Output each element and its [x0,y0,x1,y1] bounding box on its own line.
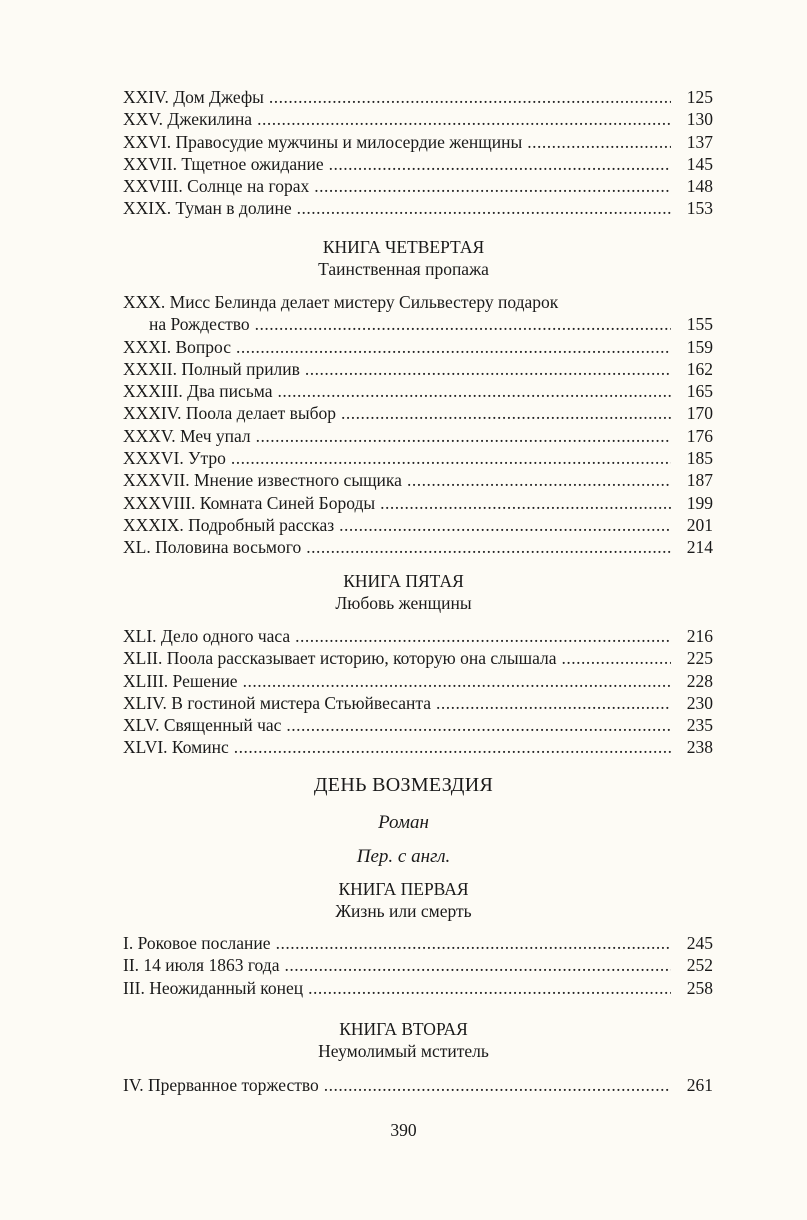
book1-heading: КНИГА ПЕРВАЯ [338,879,469,899]
toc-entry [123,380,713,402]
toc-leader-dots [286,714,671,736]
toc-entry-page: 170 [686,403,713,424]
toc-entry-page: 187 [686,470,713,491]
toc-entry-title: XXXVI. Утро [123,448,226,469]
toc-entry-title: XLV. Священный час [123,715,282,736]
toc-entry [123,425,713,447]
toc-entry-title: XLIV. В гостиной мистера Стьюйвесанта [123,692,432,713]
toc-entry [123,647,713,669]
toc-entry [123,402,713,424]
toc-entry [123,714,713,736]
toc-leader-dots [314,175,671,197]
novel-genre: Роман [378,812,429,833]
book4-subtitle: Таинственная пропажа [318,259,489,279]
toc-leader-dots [257,108,671,130]
toc-block-book2 [123,1074,713,1096]
toc-entry [123,86,713,108]
toc-entry [123,670,713,692]
toc-entry-page: 165 [686,381,713,402]
toc-entry-page: 228 [686,670,713,691]
toc-block-book5 [123,625,713,759]
toc-entry-title: I. Роковое послание [123,933,271,953]
toc-leader-dots [305,358,671,380]
toc-leader-dots [341,402,671,424]
toc-entry-title: XLII. Поола рассказывает историю, которую она слышала [123,648,557,669]
toc-entry-page: 201 [686,514,713,535]
toc-entry [123,358,713,380]
toc-entry-page: 252 [686,955,713,976]
toc-entry-title: XXXIII. Два письма [123,381,273,402]
toc-entry [123,1074,713,1096]
novel-translation: Пер. с англ. [356,846,451,867]
toc-block-book1 [123,932,713,999]
toc-entry-page: 153 [686,198,713,219]
toc-leader-dots [297,197,671,219]
toc-entry-page: 199 [686,492,713,513]
toc-entry-page: 245 [686,933,713,953]
toc-leader-dots [277,380,671,402]
toc-entry [123,536,713,558]
toc-leader-dots [284,954,671,976]
toc-entry [123,625,713,647]
toc-entry [123,932,713,954]
toc-entry-title: XXXII. Полный прилив [123,358,300,379]
toc-entry-title: XXXIV. Поола делает выбор [123,403,337,424]
toc-entry-title: XXIX. Туман в долине [123,198,292,219]
toc-leader-dots [308,977,671,999]
toc-entry-page: 148 [686,176,713,197]
toc-leader-dots [562,647,671,669]
toc-entry [123,153,713,175]
book2-subtitle: Неумолимый мститель [318,1041,489,1061]
toc-leader-dots [231,447,671,469]
toc-entry-page: 130 [686,109,713,130]
toc-entry [123,336,713,358]
toc-leader-dots [339,514,671,536]
toc-leader-dots [329,153,671,175]
toc-entry-page: 225 [686,648,713,669]
novel-title: ДЕНЬ ВОЗМЕЗДИЯ [313,774,494,796]
toc-entry [123,692,713,714]
toc-entry-page: 145 [686,153,713,174]
toc-leader-dots [234,736,671,758]
toc-entry-title: XLVI. Коминс [123,737,229,758]
toc-entry [123,492,713,514]
toc-entry-title: XXXVII. Мнение известного сыщика [123,470,402,491]
toc-entry-title: XXXV. Меч упал [123,425,251,446]
toc-entry-first-line: XXX. Мисс Белинда делает мистеру Сильвестеру подарок [123,292,559,312]
toc-entry [123,108,713,130]
toc-entry [123,197,713,219]
book2-heading: КНИГА ВТОРАЯ [339,1019,468,1039]
toc-leader-dots [255,313,671,335]
page-number: 390 [390,1120,417,1140]
toc-entry-page: 162 [686,358,713,379]
toc-leader-dots [527,131,671,153]
toc-entry-page: 214 [686,537,713,558]
toc-entry-title: XXVII. Тщетное ожидание [123,153,324,174]
toc-leader-dots [306,536,671,558]
toc-entry [123,514,713,536]
toc-entry-page: 137 [686,131,713,152]
toc-entry [123,977,713,999]
toc-entry-title: IV. Прерванное торжество [123,1075,319,1095]
toc-leader-dots [324,1074,671,1096]
book4-heading: КНИГА ЧЕТВЕРТАЯ [322,237,485,257]
toc-entry [123,954,713,976]
toc-entry [123,469,713,491]
toc-entry-title: XXXIX. Подробный рассказ [123,514,335,535]
toc-entry-page: 235 [686,715,713,736]
toc-entry-title: на Рождество [149,314,250,335]
toc-entry-title: II. 14 июля 1863 года [123,955,280,976]
toc-leader-dots [436,692,671,714]
toc-leader-dots [243,670,671,692]
toc-entry-title: XLIII. Решение [123,670,238,691]
toc-block-book4 [123,291,713,559]
toc-entry-page: 155 [686,314,713,335]
toc-leader-dots [380,492,671,514]
toc-leader-dots [236,336,671,358]
toc-entry-page: 230 [686,692,713,713]
toc-entry-page: 258 [686,977,713,998]
toc-leader-dots [269,86,671,108]
toc-entry-page: 238 [686,737,713,758]
toc-entry-title: XXV. Джекилина [123,109,253,130]
book5-heading: КНИГА ПЯТАЯ [343,571,464,591]
toc-entry [123,736,713,758]
toc-entry [123,175,713,197]
toc-entry-title: XXIV. Дом Джефы [123,87,264,107]
toc-entry-page: 125 [686,87,713,107]
book1-subtitle: Жизнь или смерть [335,901,472,921]
toc-entry [123,131,713,153]
toc-entry-title: XXXI. Вопрос [123,336,231,357]
toc-block-top [123,86,713,220]
toc-leader-dots [407,469,671,491]
toc-leader-dots [276,932,671,954]
toc-entry-title: XL. Половина восьмого [123,537,302,558]
toc-entry-page: 176 [686,425,713,446]
toc-entry-page: 261 [686,1075,713,1095]
toc-entry [123,313,713,335]
toc-entry-title: XXVI. Правосудие мужчины и милосердие женщины [123,131,523,152]
toc-entry-title: XXVIII. Солнце на горах [123,176,310,197]
toc-entry-title: XXXVIII. Комната Синей Бороды [123,492,376,513]
book5-subtitle: Любовь женщины [335,593,472,613]
toc-entry-page: 185 [686,448,713,469]
toc-leader-dots [295,625,671,647]
toc-entry-page: 216 [686,626,713,646]
toc-entry [123,447,713,469]
toc-leader-dots [256,425,671,447]
toc-entry-title: III. Неожиданный конец [123,977,304,998]
toc-entry-title: XLI. Дело одного часа [123,626,291,646]
toc-entry-page: 159 [686,336,713,357]
